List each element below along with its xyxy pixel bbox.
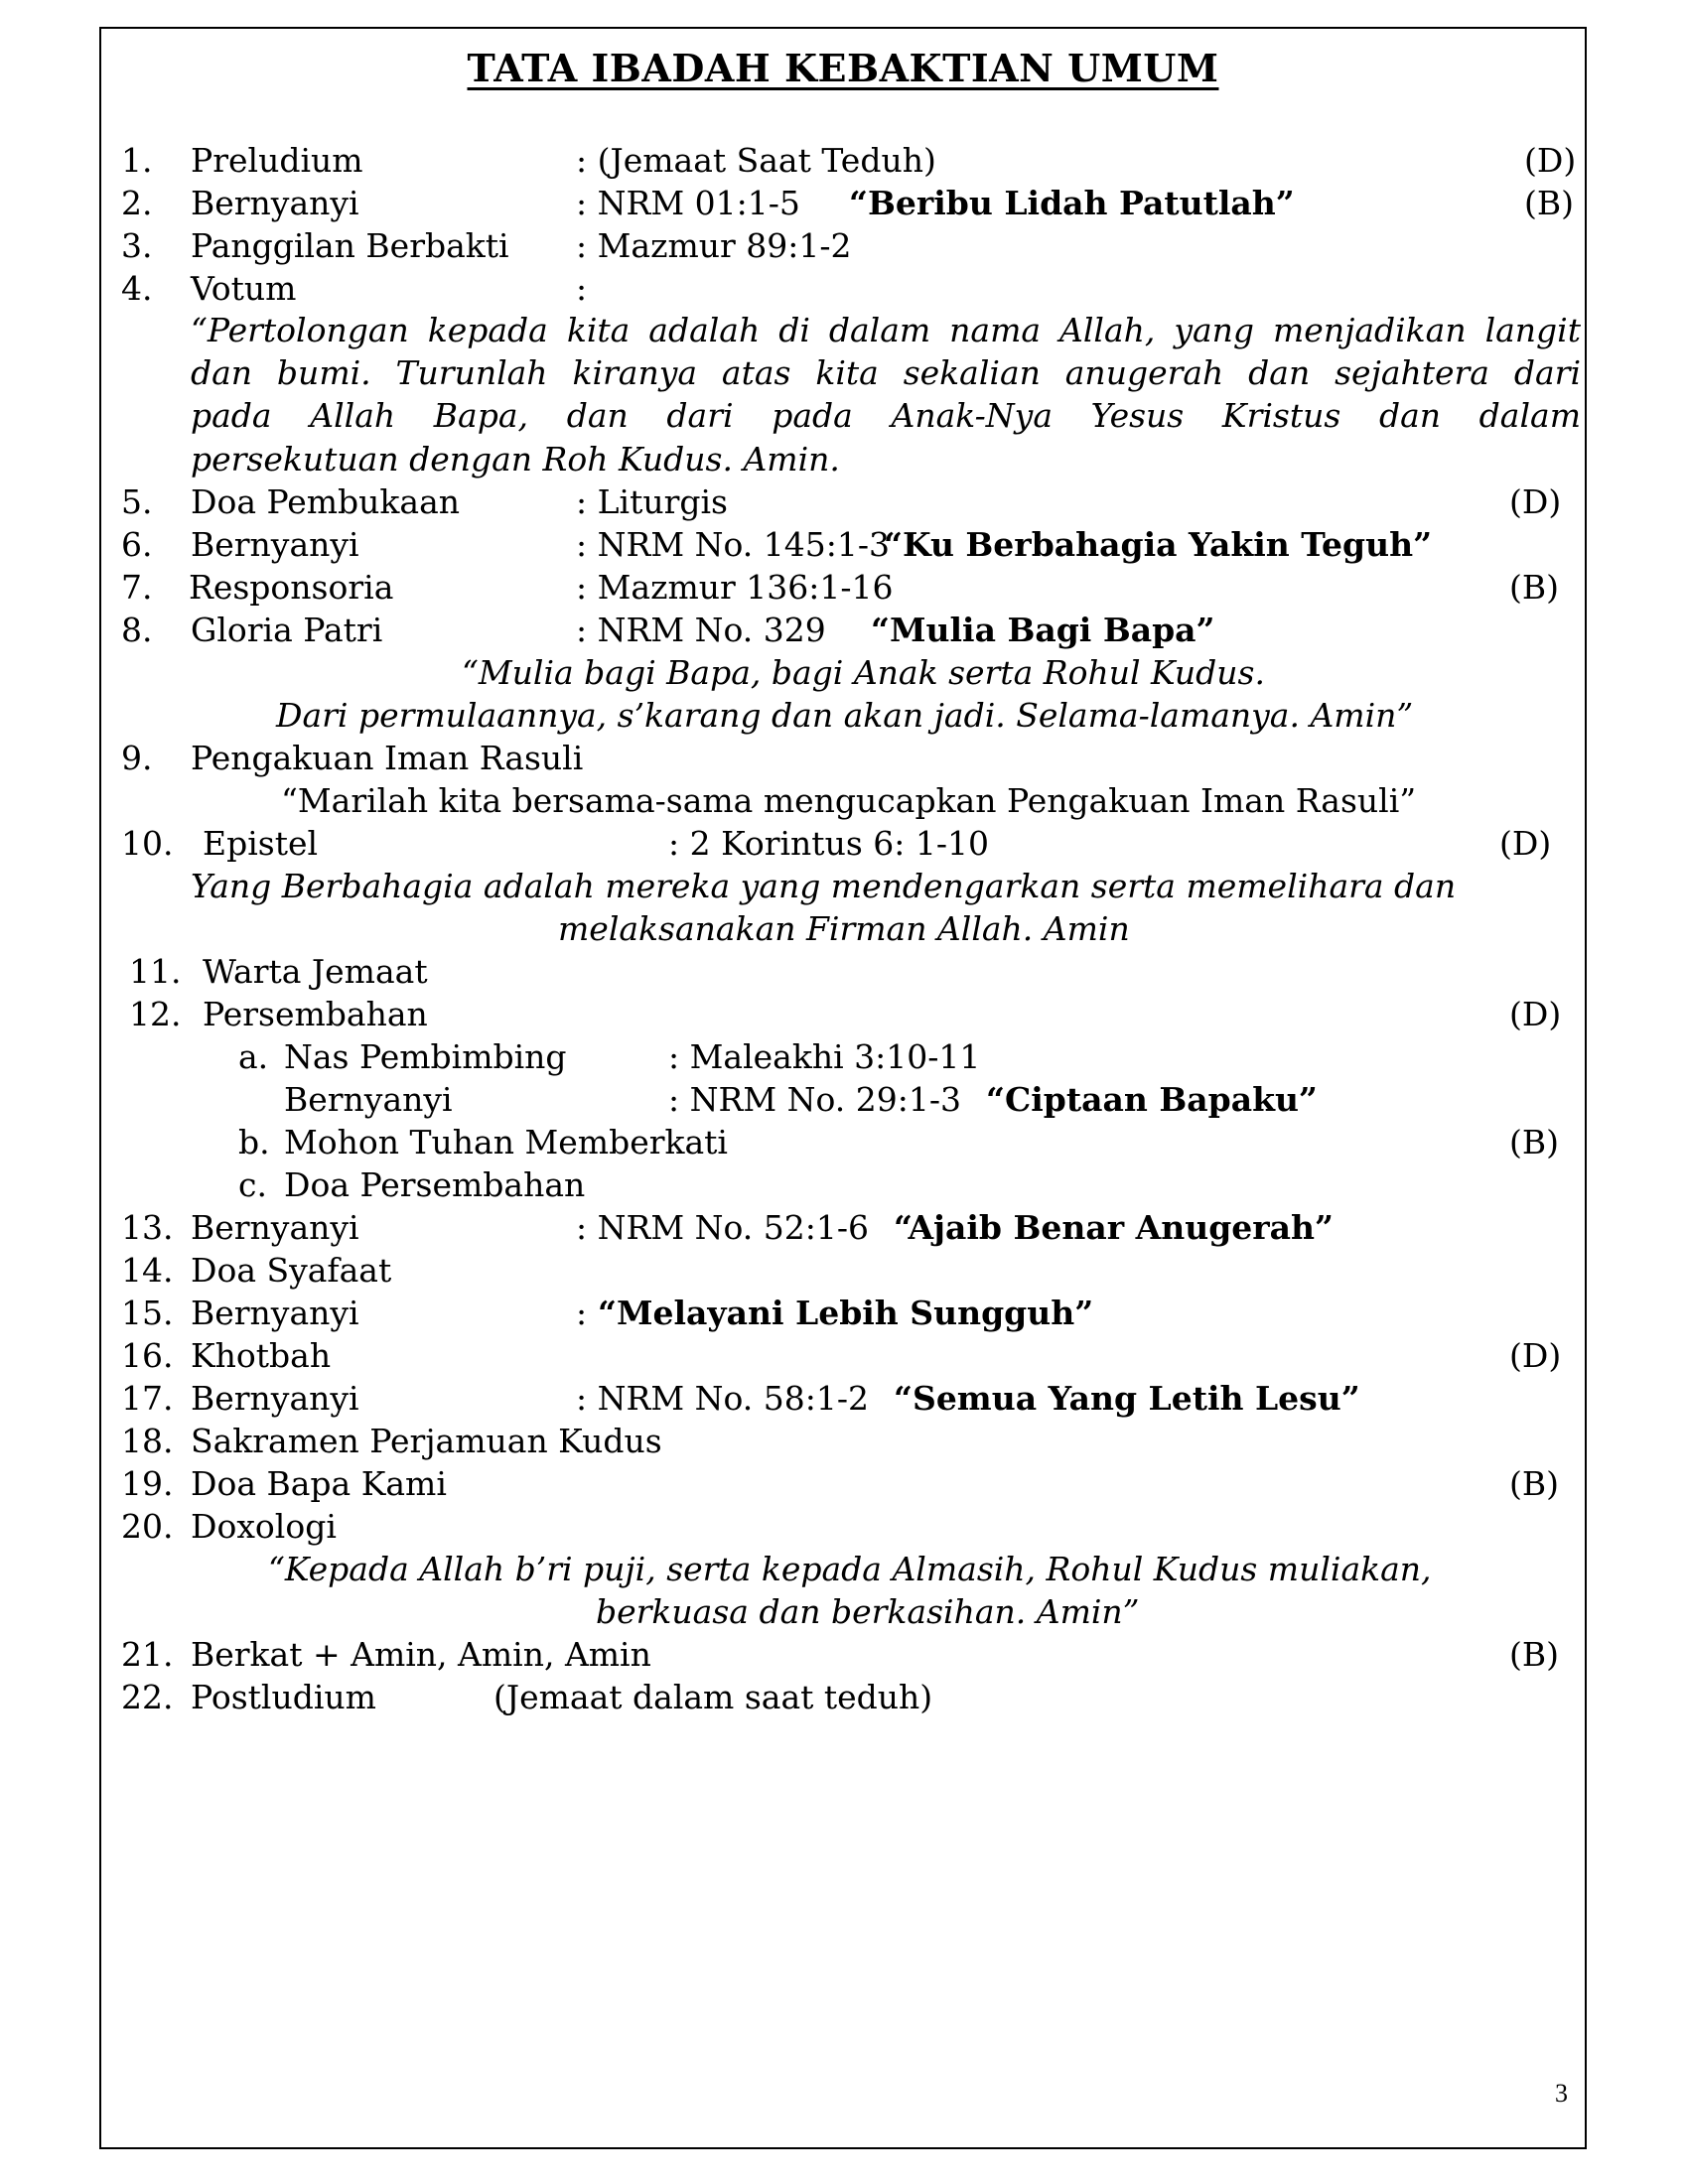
item-value: : NRM No. 329 [576, 611, 826, 649]
song-title: “Semua Yang Letih Lesu” [894, 1379, 1360, 1418]
item-value: : NRM 01:1-5 [576, 184, 800, 222]
sub-item-label: Mohon Tuhan Memberkati [284, 1123, 728, 1161]
item-code: (B) [1524, 184, 1574, 222]
item-number: 11. [129, 952, 182, 991]
item-label: Preludium [191, 141, 363, 180]
item-label: Panggilan Berbakti [191, 226, 509, 265]
iman-line: “Marilah kita bersama-sama mengucapkan Pengakuan Iman Rasuli” [281, 781, 1417, 820]
page-number: 3 [1555, 2079, 1568, 2108]
item-code: (B) [1509, 1635, 1559, 1674]
item-number: 19. [121, 1464, 174, 1503]
item-value: : NRM No. 52:1-6 [576, 1208, 870, 1247]
item-value: : (Jemaat Saat Teduh) [576, 141, 936, 180]
sub-item-value: : Maleakhi 3:10-11 [668, 1037, 981, 1076]
item-number: 20. [121, 1507, 174, 1546]
sub-item-value: : NRM No. 29:1-3 [668, 1080, 962, 1119]
votum-line: pada Allah Bapa, dan dari pada Anak-Nya Yesus Kristus dan dalam [191, 396, 1581, 435]
item-number: 4. [121, 269, 153, 308]
item-label: Sakramen Perjamuan Kudus [191, 1422, 662, 1460]
item-number: 8. [121, 611, 153, 649]
item-number: 15. [121, 1294, 174, 1332]
item-number: 21. [121, 1635, 174, 1674]
item-label: Bernyanyi [191, 1379, 359, 1418]
sub-item-label: Nas Pembimbing [284, 1037, 567, 1076]
song-title: “Ku Berbahagia Yakin Teguh” [884, 525, 1433, 564]
item-value: : Liturgis [576, 482, 728, 521]
item-code: (D) [1499, 824, 1552, 863]
item-label: Gloria Patri [191, 611, 383, 649]
item-label: Postludium [191, 1678, 376, 1716]
item-label: Warta Jemaat [203, 952, 428, 991]
item-label: Bernyanyi [191, 1208, 359, 1247]
sub-item-label: Doa Persembahan [284, 1165, 586, 1204]
item-label: Epistel [203, 824, 319, 863]
item-label: Bernyanyi [191, 184, 359, 222]
song-title: “Mulia Bagi Bapa” [871, 611, 1215, 649]
item-number: 12. [129, 995, 182, 1033]
page-title: TATA IBADAH KEBAKTIAN UMUM [467, 46, 1219, 90]
doxologi-line: “Kepada Allah b’ri puji, serta kepada Almasih, Rohul Kudus muliakan, [268, 1550, 1432, 1588]
item-number: 3. [121, 226, 153, 265]
sub-item-letter: c. [238, 1165, 267, 1204]
doxologi-line: berkuasa dan berkasihan. Amin” [596, 1592, 1140, 1631]
item-number: 1. [121, 141, 153, 180]
gloria-line: “Mulia bagi Bapa, bagi Anak serta Rohul Kudus. [462, 653, 1265, 692]
item-code: (D) [1509, 995, 1562, 1033]
item-value: : [576, 269, 588, 308]
epistel-line: melaksanakan Firman Allah. Amin [558, 909, 1130, 948]
item-label: Doxologi [191, 1507, 337, 1546]
item-number: 16. [121, 1336, 174, 1375]
item-number: 17. [121, 1379, 174, 1418]
item-number: 7. [121, 568, 153, 607]
item-label: Doa Syafaat [191, 1251, 392, 1290]
item-label: Persembahan [203, 995, 428, 1033]
item-number: 14. [121, 1251, 174, 1290]
item-value: : Mazmur 89:1-2 [576, 226, 852, 265]
item-number: 18. [121, 1422, 174, 1460]
item-label: Berkat + Amin, Amin, Amin [191, 1635, 651, 1674]
item-label: Pengakuan Iman Rasuli [191, 739, 584, 777]
votum-line: persekutuan dengan Roh Kudus. Amin. [191, 440, 840, 478]
song-title: “Melayani Lebih Sungguh” [598, 1294, 1094, 1332]
item-label: Doa Bapa Kami [191, 1464, 447, 1503]
item-value: : NRM No. 58:1-2 [576, 1379, 870, 1418]
item-code: (B) [1509, 568, 1559, 607]
item-label: Responsoria [189, 568, 394, 607]
item-code: (D) [1524, 141, 1577, 180]
item-code: (B) [1509, 1123, 1559, 1161]
item-number: 2. [121, 184, 153, 222]
item-code: (B) [1509, 1464, 1559, 1503]
item-number: 6. [121, 525, 153, 564]
item-label: Doa Pembukaan [191, 482, 461, 521]
item-number: 22. [121, 1678, 174, 1716]
song-title: “Ajaib Benar Anugerah” [894, 1208, 1335, 1247]
item-number: 5. [121, 482, 153, 521]
item-number: 9. [121, 739, 153, 777]
song-title: “Ciptaan Bapaku” [986, 1080, 1318, 1119]
sub-item-letter: a. [238, 1037, 269, 1076]
item-value: (Jemaat dalam saat teduh) [493, 1678, 933, 1716]
item-value: : 2 Korintus 6: 1-10 [668, 824, 989, 863]
item-value: : [576, 1294, 588, 1332]
item-number: 13. [121, 1208, 174, 1247]
gloria-line: Dari permulaannya, s’karang dan akan jadi. Selama-lamanya. Amin” [276, 696, 1414, 735]
item-value: : Mazmur 136:1-16 [576, 568, 894, 607]
epistel-line: Yang Berbahagia adalah mereka yang mendengarkan serta memelihara dan [191, 867, 1457, 905]
votum-line: dan bumi. Turunlah kiranya atas kita sekalian anugerah dan sejahtera dari [191, 353, 1581, 392]
sub-item-label: Bernyanyi [284, 1080, 453, 1119]
item-code: (D) [1509, 1336, 1562, 1375]
item-label: Bernyanyi [191, 1294, 359, 1332]
item-label: Bernyanyi [191, 525, 359, 564]
item-label: Votum [191, 269, 297, 308]
item-number: 10. [121, 824, 174, 863]
votum-line: “Pertolongan kepada kita adalah di dalam nama Allah, yang menjadikan langit [191, 311, 1581, 349]
item-code: (D) [1509, 482, 1562, 521]
item-value: : NRM No. 145:1-3 [576, 525, 890, 564]
item-label: Khotbah [191, 1336, 332, 1375]
sub-item-letter: b. [238, 1123, 270, 1161]
song-title: “Beribu Lidah Patutlah” [849, 184, 1295, 222]
